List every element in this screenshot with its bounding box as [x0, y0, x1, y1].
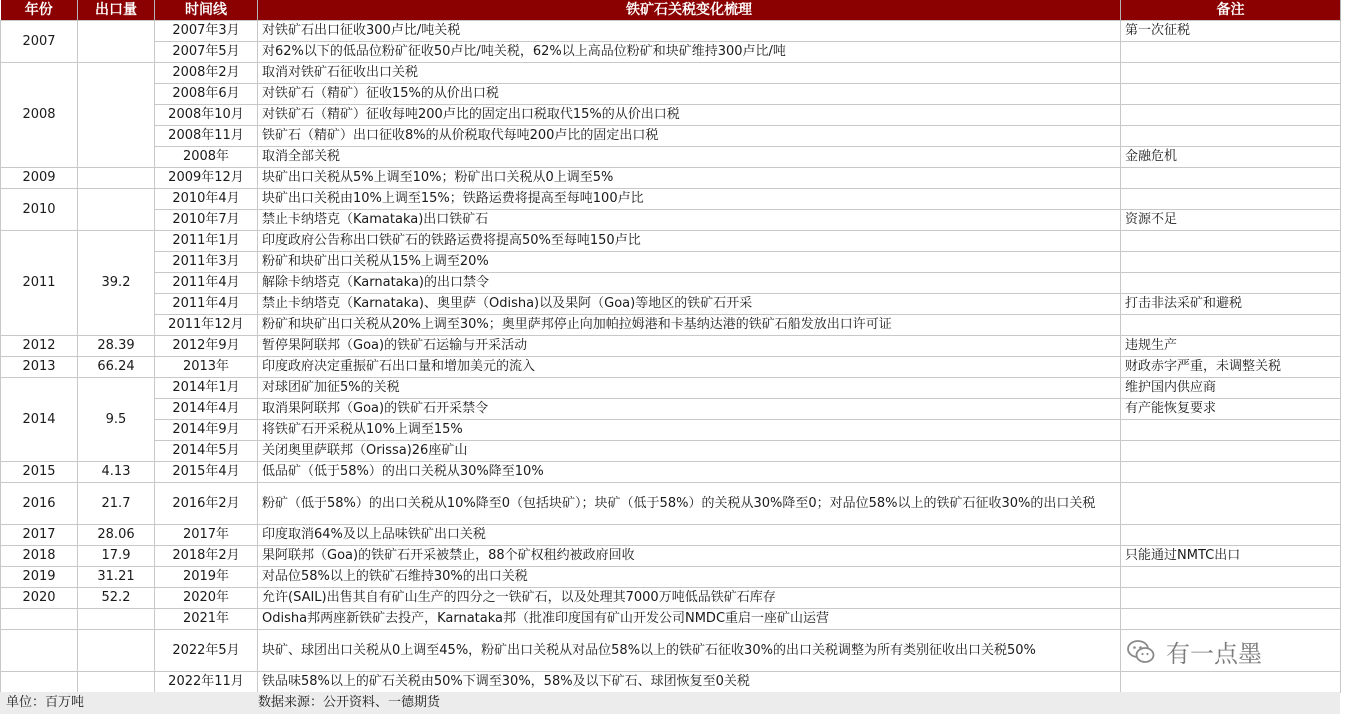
table-row: [1, 189, 1341, 210]
event-cell: 对62%以下的低品位粉矿征收50卢比/吨关税，62%以上高品位粉矿和块矿维持300卢比/吨: [258, 42, 1121, 63]
event-cell: 关闭奥里萨联邦（Orissa)26座矿山: [258, 441, 1121, 462]
year-cell: 2017: [1, 525, 78, 546]
date-cell: 2009年12月: [155, 168, 258, 189]
note-cell: [1121, 252, 1341, 273]
year-cell: 2014: [1, 378, 78, 462]
event-cell: 对品位58%以上的铁矿石维持30%的出口关税: [258, 567, 1121, 588]
date-cell: 2015年4月: [155, 462, 258, 483]
note-cell: [1121, 42, 1341, 63]
export-cell: 52.2: [78, 588, 155, 609]
year-cell: 2008: [1, 63, 78, 168]
year-cell: 2020: [1, 588, 78, 609]
note-cell: 只能通过NMTC出口: [1121, 546, 1341, 567]
date-cell: 2021年: [155, 609, 258, 630]
note-cell: [1121, 189, 1341, 210]
header-timeline: 时间线: [155, 0, 258, 21]
export-cell: 4.13: [78, 462, 155, 483]
date-cell: 2011年1月: [155, 231, 258, 252]
note-cell: 违规生产: [1121, 336, 1341, 357]
note-cell: [1121, 609, 1341, 630]
year-cell: 2007: [1, 21, 78, 63]
watermark-text: 有一点墨: [1166, 640, 1262, 668]
event-cell: 印度政府公告称出口铁矿石的铁路运费将提高50%至每吨150卢比: [258, 231, 1121, 252]
note-cell: 维护国内供应商: [1121, 378, 1341, 399]
note-cell: [1121, 441, 1341, 462]
export-cell: 17.9: [78, 546, 155, 567]
header-note: 备注: [1121, 0, 1341, 21]
table-row: [1, 84, 1341, 105]
event-cell: 印度政府决定重振矿石出口量和增加美元的流入: [258, 357, 1121, 378]
year-cell: 2010: [1, 189, 78, 231]
note-cell: 有产能恢复要求: [1121, 399, 1341, 420]
note-cell: [1121, 672, 1341, 693]
year-cell: 2009: [1, 168, 78, 189]
table-row: [1, 525, 1341, 546]
date-cell: 2011年3月: [155, 252, 258, 273]
table-row: [1, 567, 1341, 588]
event-cell: 禁止卡纳塔克（Kamataka)出口铁矿石: [258, 210, 1121, 231]
date-cell: 2007年3月: [155, 21, 258, 42]
event-cell: 铁品味58%以上的矿石关税由50%下调至30%，58%及以下矿石、球团恢复至0关税: [258, 672, 1121, 693]
event-cell: 取消全部关税: [258, 147, 1121, 168]
table-row: [1, 21, 1341, 42]
table-row: [1, 441, 1341, 462]
date-cell: 2018年2月: [155, 546, 258, 567]
export-cell: 21.7: [78, 483, 155, 525]
note-cell: 财政赤字严重，未调整关税: [1121, 357, 1341, 378]
event-cell: 将铁矿石开采税从10%上调至15%: [258, 420, 1121, 441]
date-cell: 2014年9月: [155, 420, 258, 441]
header-year: 年份: [1, 0, 78, 21]
note-cell: [1121, 168, 1341, 189]
note-cell: [1121, 588, 1341, 609]
date-cell: 2008年: [155, 147, 258, 168]
table-row: [1, 126, 1341, 147]
event-cell: 块矿出口关税从5%上调至10%；粉矿出口关税从0上调至5%: [258, 168, 1121, 189]
event-cell: 块矿出口关税由10%上调至15%；铁路运费将提高至每吨100卢比: [258, 189, 1121, 210]
event-cell: 粉矿和块矿出口关税从15%上调至20%: [258, 252, 1121, 273]
year-cell: 2011: [1, 231, 78, 336]
watermark: [1126, 634, 1262, 669]
header-row: [1, 0, 1341, 21]
event-cell: 粉矿和块矿出口关税从20%上调至30%；奥里萨邦停止向加帕拉姆港和卡基纳达港的铁矿石船发放出口许可证: [258, 315, 1121, 336]
date-cell: 2008年10月: [155, 105, 258, 126]
table-row: [1, 210, 1341, 231]
event-cell: 对球团矿加征5%的关税: [258, 378, 1121, 399]
event-cell: 低品矿（低于58%）的出口关税从30%降至10%: [258, 462, 1121, 483]
table-row: [1, 252, 1341, 273]
event-cell: 禁止卡纳塔克（Karnataka)、奥里萨（Odisha)以及果阿（Goa)等地区的铁矿石开采: [258, 294, 1121, 315]
note-cell: [1121, 273, 1341, 294]
year-cell: 2012: [1, 336, 78, 357]
date-cell: 2014年4月: [155, 399, 258, 420]
export-cell: [78, 189, 155, 231]
export-cell: [78, 63, 155, 168]
note-cell: [1121, 84, 1341, 105]
export-cell: [78, 21, 155, 63]
year-cell: 2018: [1, 546, 78, 567]
date-cell: 2008年11月: [155, 126, 258, 147]
table-row: [1, 609, 1341, 630]
export-cell: 66.24: [78, 357, 155, 378]
year-cell: 2016: [1, 483, 78, 525]
date-cell: 2007年5月: [155, 42, 258, 63]
event-cell: 对铁矿石（精矿）征收每吨200卢比的固定出口税取代15%的从价出口税: [258, 105, 1121, 126]
table-row: [1, 231, 1341, 252]
table-row: [1, 357, 1341, 378]
event-cell: 块矿、球团出口关税从0上调至45%，粉矿出口关税从对品位58%以上的铁矿石征收30%的出口关税调整为所有类别征收出口关税50%: [258, 630, 1121, 672]
date-cell: 2016年2月: [155, 483, 258, 525]
date-cell: 2011年4月: [155, 294, 258, 315]
table-row: [1, 273, 1341, 294]
table-row: [1, 672, 1341, 693]
table-row: [1, 399, 1341, 420]
date-cell: 2014年1月: [155, 378, 258, 399]
event-cell: Odisha邦两座新铁矿去投产，Karnataka邦（批准印度国有矿山开发公司NMDC重启一座矿山运营: [258, 609, 1121, 630]
date-cell: 2010年4月: [155, 189, 258, 210]
date-cell: 2014年5月: [155, 441, 258, 462]
export-cell: 28.06: [78, 525, 155, 546]
date-cell: 2010年7月: [155, 210, 258, 231]
unit-label: 单位：百万吨: [6, 695, 85, 710]
event-cell: 粉矿（低于58%）的出口关税从10%降至0（包括块矿）；块矿（低于58%）的关税从30%降至0；对品位58%以上的铁矿石征收30%的出口关税: [258, 483, 1121, 525]
table-row: [1, 588, 1341, 609]
export-cell: 9.5: [78, 378, 155, 462]
note-cell: [1121, 525, 1341, 546]
source-label: 数据来源：公开资料、一德期货: [258, 695, 441, 710]
export-cell: [78, 609, 155, 630]
year-cell: 2019: [1, 567, 78, 588]
export-cell: [78, 672, 155, 693]
table-row: [1, 294, 1341, 315]
note-cell: [1121, 105, 1341, 126]
export-cell: [78, 630, 155, 672]
note-cell: [1121, 315, 1341, 336]
event-cell: 解除卡纳塔克（Karnataka)的出口禁令: [258, 273, 1121, 294]
date-cell: 2013年: [155, 357, 258, 378]
date-cell: 2022年5月: [155, 630, 258, 672]
table-row: [1, 378, 1341, 399]
date-cell: 2012年9月: [155, 336, 258, 357]
date-cell: 2008年6月: [155, 84, 258, 105]
event-cell: 对铁矿石出口征收300卢比/吨关税: [258, 21, 1121, 42]
date-cell: 2020年: [155, 588, 258, 609]
event-cell: 印度取消64%及以上品味铁矿出口关税: [258, 525, 1121, 546]
event-cell: 取消果阿联邦（Goa)的铁矿石开采禁令: [258, 399, 1121, 420]
table-row: [1, 462, 1341, 483]
date-cell: 2017年: [155, 525, 258, 546]
date-cell: 2008年2月: [155, 63, 258, 84]
date-cell: 2011年4月: [155, 273, 258, 294]
table-row: [1, 483, 1341, 525]
year-cell: 2015: [1, 462, 78, 483]
date-cell: 2019年: [155, 567, 258, 588]
wechat-logo-icon: [1126, 637, 1156, 667]
note-cell: [1121, 420, 1341, 441]
footer: [0, 692, 1340, 714]
event-cell: 铁矿石（精矿）出口征收8%的从价税取代每吨200卢比的固定出口税: [258, 126, 1121, 147]
event-cell: 暂停果阿联邦（Goa)的铁矿石运输与开采活动: [258, 336, 1121, 357]
note-cell: [1121, 126, 1341, 147]
table-row: [1, 336, 1341, 357]
year-cell: 2013: [1, 357, 78, 378]
event-cell: 允许(SAIL)出售其自有矿山生产的四分之一铁矿石，以及处理其7000万吨低品铁矿石库存: [258, 588, 1121, 609]
note-cell: [1121, 567, 1341, 588]
note-cell: 第一次征税: [1121, 21, 1341, 42]
date-cell: 2011年12月: [155, 315, 258, 336]
export-cell: 39.2: [78, 231, 155, 336]
event-cell: 果阿联邦（Goa)的铁矿石开采被禁止，88个矿权租约被政府回收: [258, 546, 1121, 567]
note-cell: [1121, 462, 1341, 483]
table-row: [1, 546, 1341, 567]
table-row: [1, 168, 1341, 189]
year-cell: [1, 630, 78, 672]
table-row: [1, 42, 1341, 63]
table-row: [1, 105, 1341, 126]
event-cell: 取消对铁矿石征收出口关税: [258, 63, 1121, 84]
note-cell: 资源不足: [1121, 210, 1341, 231]
table-row: [1, 315, 1341, 336]
header-summary: 铁矿石关税变化梳理: [258, 0, 1121, 21]
note-cell: [1121, 231, 1341, 252]
table-row: [1, 420, 1341, 441]
year-cell: [1, 672, 78, 693]
table-row: [1, 63, 1341, 84]
note-cell: [1121, 63, 1341, 84]
date-cell: 2022年11月: [155, 672, 258, 693]
export-cell: [78, 168, 155, 189]
table-row: [1, 147, 1341, 168]
export-cell: 31.21: [78, 567, 155, 588]
year-cell: [1, 609, 78, 630]
note-cell: [1121, 483, 1341, 525]
note-cell: 打击非法采矿和避税: [1121, 294, 1341, 315]
event-cell: 对铁矿石（精矿）征收15%的从价出口税: [258, 84, 1121, 105]
note-cell: 金融危机: [1121, 147, 1341, 168]
export-cell: 28.39: [78, 336, 155, 357]
header-export: 出口量: [78, 0, 155, 21]
